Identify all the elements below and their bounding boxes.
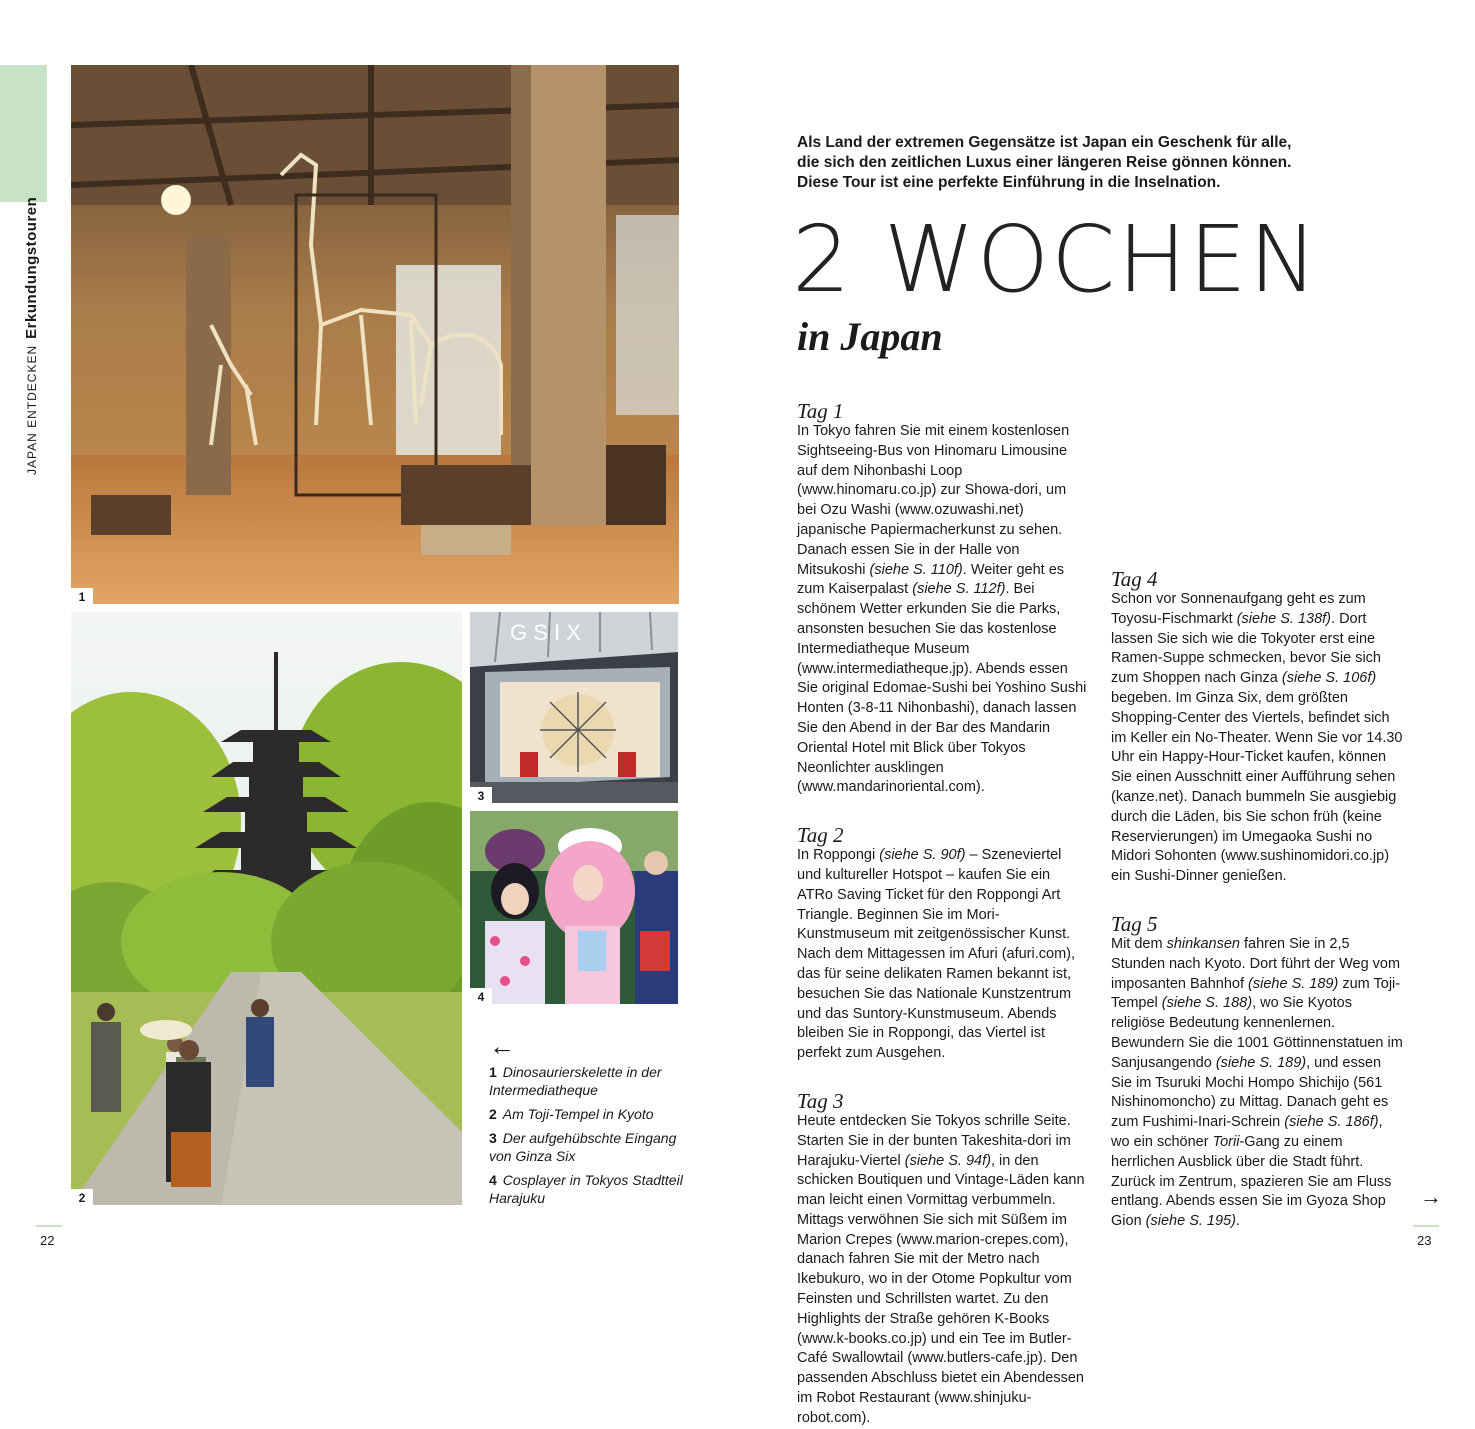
- photo-number-1: 1: [71, 588, 93, 604]
- photo-dinosaur-museum: [71, 65, 679, 604]
- ginza-six-sign: G S I X: [510, 620, 581, 645]
- day-text: In Tokyo fahren Sie mit einem kostenlosen Sightseeing-Bus von Hinomaru Limousine auf dem Nihonbashi Loop (www.hinomaru.co.jp) zur Showa-dori, um bei Ozu Washi (www.ozuwashi.net) japanische Papiermacherkunst zu sehen. Danach essen Sie in der Halle von Mitsukoshi (siehe S. 110f). Weiter geht es zum Kaiserpalast (siehe S. 112f). Bei schönem Wetter erkunden Sie die Parks, ansonsten besuchen Sie das kostenlose Intermediatheque Museum (www.intermediatheque.jp). Abends essen Sie original Edomae-Sushi bei Yoshino Sushi Honten (3-8-11 Nihonbashi), danach lassen Sie den Abend in der Bar des Mandarin Oriental Hotel mit Blick über Tokyos Neonlichter ausklingen (www.mandarinoriental.com).: [797, 423, 1087, 796]
- section-color-tab: [0, 65, 47, 202]
- day-heading: Tag 3: [797, 1088, 844, 1113]
- itinerary-column-2: [1111, 568, 1403, 1232]
- page-rule-left: [36, 1225, 62, 1227]
- itinerary-column-1: [797, 400, 1089, 1429]
- page-title: 2 WOCHEN: [792, 206, 1320, 313]
- day-heading: Tag 4: [1111, 567, 1158, 591]
- caption-item: 2 Am Toji-Tempel in Kyoto: [489, 1106, 654, 1122]
- photo-number-4: 4: [470, 988, 492, 1004]
- intro-text: Als Land der extremen Gegensätze ist Japan ein Geschenk für alle, die sich den zeitlichen Luxus einer längeren Reise gönnen können. Diese Tour ist eine perfekte Einführung in die Inselnation.: [797, 134, 1292, 191]
- photo-number-3: 3: [470, 787, 492, 803]
- photo-toji-pagoda: [71, 612, 462, 1205]
- photo-cosplayers: [470, 811, 678, 1004]
- running-header-section: JAPAN ENTDECKEN: [25, 344, 39, 475]
- day-text: Heute entdecken Sie Tokyos schrille Seite. Starten Sie in der bunten Takeshita-dori im Harajuku-Viertel (siehe S. 94f), in den schicken Boutiquen und Vintage-Läden kann man leicht einen Vormittag verbummeln. Mittags verwöhnen Sie sich mit Süßem im Marion Crepes (www.marion-crepes.com), danach fahren Sie mit der Metro nach Ikebukuro, wo in der Otome Popkultur vom Feinsten und Schrillsten wartet. Zu den Highlights der Straße gehören K-Books (www.k-books.co.jp) und ein Tee im Butler-Café Swallowtail (www.butlers-cafe.jp). Den passenden Abschluss bietet ein Abendessen im Robot Restaurant (www.shinjuku-robot.com).: [797, 1112, 1085, 1426]
- photo-ginza-six: [470, 612, 678, 803]
- day-text: Mit dem shinkansen fahren Sie in 2,5 Stunden nach Kyoto. Dort führt der Weg vom imposanten Bahnhof (siehe S. 189) zum Toji-Tempel (siehe S. 188), wo Sie Kyotos religiöse Bedeutung kennenlernen. Bewundern Sie die 1001 Göttinnenstatuen im Sanjusangendo (siehe S. 189), und essen Sie im Tsuruki Mochi Hompo Shichijo (561 Nishinomoncho) zu Mittag. Danach geht es zum Fushimi-Inari-Schrein (siehe S. 186f), wo ein schöner Torii-Gang zu einem herrlichen Ausblick über die Stadt führt. Zurück im Zentrum, spazieren Sie am Fluss entlang. Abends essen Sie im Gyoza Shop Gion (siehe S. 195).: [1111, 935, 1403, 1230]
- running-header: [23, 197, 40, 475]
- day-heading: Tag 2: [797, 823, 844, 848]
- caption-item: 3 Der aufgehübschte Eingang von Ginza Six: [489, 1130, 677, 1164]
- page-number-left: 22: [40, 1233, 55, 1248]
- caption-arrow-icon: ←: [489, 1031, 515, 1061]
- caption-item: 1 Dinosaurierskelette in der Intermediatheque: [489, 1064, 662, 1098]
- page-subtitle: in Japan: [797, 314, 943, 359]
- day-text: In Roppongi (siehe S. 90f) – Szeneviertel und kultureller Hotspot – kaufen Sie ein ATRo Saving Ticket für den Roppongi Art Triangle. Beginnen Sie im Mori-Kunstmuseum mit zeitgenössischer Kunst. Nach dem Mittagessen im Afuri (afuri.com), das für seine delikaten Ramen bekannt ist, besuchen Sie das Nationale Kunstzentrum und das Suntory-Kunstmuseum. Abends bleiben Sie in Roppongi, das Viertel ist perfekt zum Ausgehen.: [797, 847, 1076, 1062]
- photo-captions: [489, 1063, 689, 1213]
- day-text: Schon vor Sonnenaufgang geht es zum Toyosu-Fischmarkt (siehe S. 138f). Dort lassen Sie sich wie die Tokyoter erst eine Ramen-Suppe schmecken, bevor Sie sich zum Shoppen nach Ginza (siehe S. 106f) begeben. Im Ginza Six, dem größten Shopping-Center des Viertels, befindet sich im Keller ein No-Theater. Wenn Sie vor 14.30 Uhr ein Happy-Hour-Ticket kaufen, können Sie einen Ausschnitt einer Aufführung sehen (kanze.net). Danach bummeln Sie ausgiebig durch die Läden, bis Sie schon früh (keine Reservierungen) im Umegaoka Sushi no Midori Sohonten (www.sushinomidori.co.jp) ein Sushi-Dinner genießen.: [1111, 591, 1403, 885]
- day-heading: Tag 1: [797, 399, 844, 423]
- page-number-right: 23: [1417, 1233, 1432, 1248]
- page-rule-right: [1413, 1225, 1439, 1227]
- caption-item: 4 Cosplayer in Tokyos Stadtteil Harajuku: [489, 1172, 683, 1206]
- photo-number-2: 2: [71, 1189, 93, 1205]
- running-header-title: Erkundungstouren: [23, 196, 40, 339]
- next-page-arrow-icon: →: [1420, 1184, 1442, 1209]
- day-heading: Tag 5: [1111, 911, 1158, 936]
